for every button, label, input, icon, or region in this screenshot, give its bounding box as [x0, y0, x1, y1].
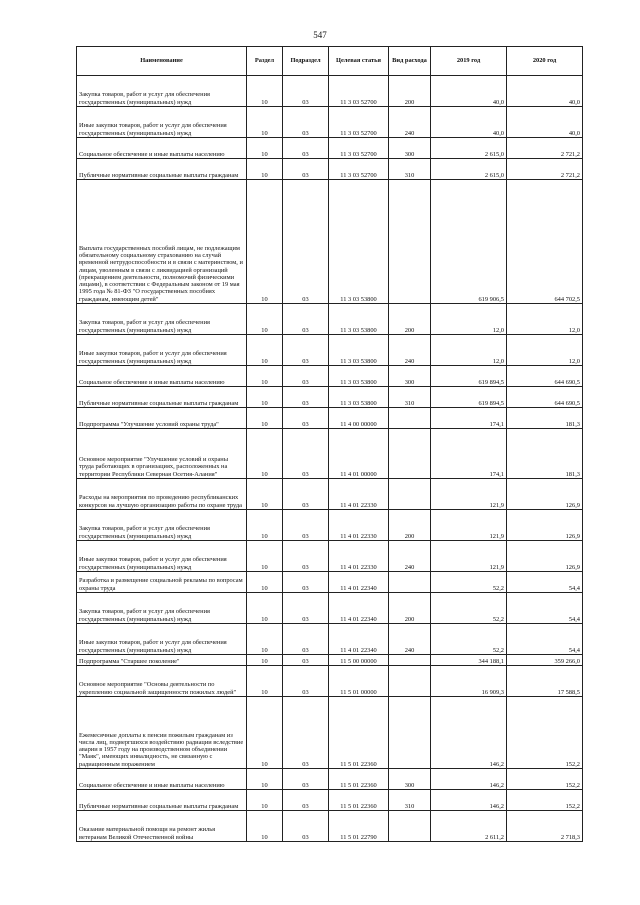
table-row: [77, 107, 583, 138]
cell-expense-type: 200: [389, 304, 431, 335]
cell-amount-2020: 181,3: [507, 408, 583, 429]
cell-name: [77, 572, 247, 593]
cell-subsection: 03: [283, 107, 329, 138]
cell-amount-2020: 2 721,2: [507, 138, 583, 159]
cell-amount-2019: 52,2: [431, 572, 507, 593]
cell-subsection: 03: [283, 572, 329, 593]
cell-subsection: 03: [283, 335, 329, 366]
cell-amount-2019: 146,2: [431, 769, 507, 790]
cell-target-article: 11 4 00 00000: [329, 408, 389, 429]
table-row: [77, 76, 583, 107]
table-row: [77, 366, 583, 387]
table-row: [77, 790, 583, 811]
cell-name: [77, 769, 247, 790]
cell-amount-2019: 2 615,0: [431, 138, 507, 159]
cell-section: 10: [247, 76, 283, 107]
cell-name: [77, 655, 247, 666]
cell-name: [77, 593, 247, 624]
cell-name-text: Закупка товаров, работ и услуг для обеспечения государственных (муниципальных) нужд: [79, 525, 210, 540]
table-row: [77, 624, 583, 655]
cell-name: [77, 510, 247, 541]
cell-section: 10: [247, 811, 283, 842]
cell-amount-2020: 17 588,5: [507, 666, 583, 697]
cell-amount-2020: 2 721,2: [507, 159, 583, 180]
cell-subsection: 03: [283, 429, 329, 479]
table-row: [77, 304, 583, 335]
cell-amount-2020: 359 266,0: [507, 655, 583, 666]
cell-name-text: Ежемесячные доплаты к пенсии пожилым гражданам из числа лиц, подвергшихся воздействию радиации вследствие аварии в 1957 году на производственном объединении "Маяк", имеющих инвалидность, не связанную с радиационным поражением: [79, 731, 244, 768]
cell-target-article: 11 3 03 53800: [329, 180, 389, 304]
cell-name: [77, 159, 247, 180]
cell-name-text: Иные закупки товаров, работ и услуг для обеспечения государственных (муниципальных) нужд: [79, 556, 227, 571]
cell-subsection: 03: [283, 593, 329, 624]
cell-amount-2019: 174,1: [431, 429, 507, 479]
cell-section: 10: [247, 510, 283, 541]
cell-section: 10: [247, 107, 283, 138]
cell-amount-2019: 2 611,2: [431, 811, 507, 842]
cell-section: 10: [247, 180, 283, 304]
cell-subsection: 03: [283, 624, 329, 655]
cell-expense-type: 240: [389, 335, 431, 366]
table-row: [77, 387, 583, 408]
cell-amount-2020: 40,0: [507, 107, 583, 138]
header-year-2019: 2019 год: [431, 47, 507, 76]
cell-expense-type: [389, 479, 431, 510]
cell-amount-2020: 54,4: [507, 572, 583, 593]
cell-target-article: 11 3 03 52700: [329, 76, 389, 107]
cell-target-article: 11 4 01 22330: [329, 479, 389, 510]
cell-target-article: 11 3 03 53800: [329, 366, 389, 387]
cell-name: [77, 366, 247, 387]
cell-target-article: 11 3 03 52700: [329, 138, 389, 159]
cell-target-article: 11 5 01 22790: [329, 811, 389, 842]
cell-subsection: 03: [283, 790, 329, 811]
cell-expense-type: 240: [389, 624, 431, 655]
cell-subsection: 03: [283, 366, 329, 387]
cell-amount-2019: 12,0: [431, 335, 507, 366]
table-row: [77, 572, 583, 593]
cell-name: [77, 429, 247, 479]
cell-amount-2019: 16 909,3: [431, 666, 507, 697]
cell-name: [77, 790, 247, 811]
cell-amount-2019: 344 188,1: [431, 655, 507, 666]
cell-amount-2019: 619 906,5: [431, 180, 507, 304]
cell-name-text: Публичные нормативные социальные выплаты гражданам: [79, 171, 239, 179]
cell-subsection: 03: [283, 304, 329, 335]
cell-section: 10: [247, 335, 283, 366]
cell-section: 10: [247, 572, 283, 593]
cell-expense-type: [389, 429, 431, 479]
cell-name: [77, 541, 247, 572]
table-body: [77, 76, 583, 842]
cell-section: 10: [247, 387, 283, 408]
cell-section: 10: [247, 366, 283, 387]
cell-section: 10: [247, 655, 283, 666]
cell-name-text: Подпрограмма "Старшее поколение": [79, 657, 180, 665]
table-row: [77, 138, 583, 159]
cell-amount-2020: 12,0: [507, 335, 583, 366]
table-row: [77, 666, 583, 697]
cell-subsection: 03: [283, 159, 329, 180]
cell-subsection: 03: [283, 180, 329, 304]
cell-name-text: Социальное обеспечение и иные выплаты населению: [79, 150, 225, 158]
cell-expense-type: 310: [389, 387, 431, 408]
cell-name: [77, 335, 247, 366]
cell-name: [77, 76, 247, 107]
cell-expense-type: [389, 572, 431, 593]
cell-name: [77, 107, 247, 138]
cell-amount-2020: 12,0: [507, 304, 583, 335]
cell-amount-2019: 40,0: [431, 76, 507, 107]
cell-expense-type: 300: [389, 138, 431, 159]
cell-amount-2020: 152,2: [507, 790, 583, 811]
header-section: Раздел: [247, 47, 283, 76]
cell-target-article: 11 5 00 00000: [329, 655, 389, 666]
cell-subsection: 03: [283, 697, 329, 769]
header-subsection: Подраздел: [283, 47, 329, 76]
cell-amount-2019: 619 894,5: [431, 366, 507, 387]
table-row: [77, 479, 583, 510]
cell-name-text: Социальное обеспечение и иные выплаты населению: [79, 781, 225, 789]
cell-target-article: 11 4 01 22340: [329, 593, 389, 624]
cell-name: [77, 624, 247, 655]
cell-target-article: 11 5 01 22360: [329, 790, 389, 811]
cell-amount-2020: 126,9: [507, 541, 583, 572]
cell-name-text: Закупка товаров, работ и услуг для обеспечения государственных (муниципальных) нужд: [79, 608, 210, 623]
cell-target-article: 11 3 03 53800: [329, 335, 389, 366]
cell-target-article: 11 4 01 22330: [329, 541, 389, 572]
cell-target-article: 11 5 01 22360: [329, 769, 389, 790]
cell-name-text: Закупка товаров, работ и услуг для обеспечения государственных (муниципальных) нужд: [79, 319, 210, 334]
table-header-row: [77, 47, 583, 76]
cell-name: [77, 479, 247, 510]
table-row: [77, 811, 583, 842]
cell-name-text: Публичные нормативные социальные выплаты гражданам: [79, 802, 239, 810]
cell-amount-2019: 146,2: [431, 790, 507, 811]
cell-name-text: Оказание материальной помощи на ремонт жилья ветеранам Великой Отечественной войны: [79, 826, 216, 841]
cell-expense-type: 300: [389, 769, 431, 790]
cell-expense-type: 310: [389, 790, 431, 811]
cell-amount-2019: 2 615,0: [431, 159, 507, 180]
cell-name-text: Основное мероприятие "Основы деятельности по укреплению социальной защищенности пожилых людей": [79, 681, 237, 696]
budget-table: [76, 46, 583, 842]
cell-section: 10: [247, 541, 283, 572]
table-row: [77, 541, 583, 572]
cell-amount-2019: 174,1: [431, 408, 507, 429]
cell-amount-2019: 121,9: [431, 479, 507, 510]
cell-target-article: 11 5 01 00000: [329, 666, 389, 697]
cell-amount-2020: 126,9: [507, 510, 583, 541]
cell-expense-type: 240: [389, 107, 431, 138]
cell-expense-type: 300: [389, 366, 431, 387]
cell-amount-2019: 12,0: [431, 304, 507, 335]
cell-subsection: 03: [283, 138, 329, 159]
cell-expense-type: 200: [389, 510, 431, 541]
cell-amount-2019: 121,9: [431, 541, 507, 572]
cell-subsection: 03: [283, 408, 329, 429]
cell-section: 10: [247, 666, 283, 697]
cell-name: [77, 304, 247, 335]
cell-name-text: Публичные нормативные социальные выплаты гражданам: [79, 399, 239, 407]
cell-subsection: 03: [283, 76, 329, 107]
cell-expense-type: [389, 811, 431, 842]
cell-section: 10: [247, 593, 283, 624]
cell-subsection: 03: [283, 479, 329, 510]
cell-name: [77, 811, 247, 842]
cell-subsection: 03: [283, 541, 329, 572]
header-expense-type: Вид расхода: [389, 47, 431, 76]
cell-expense-type: [389, 180, 431, 304]
table-row: [77, 159, 583, 180]
cell-expense-type: 240: [389, 541, 431, 572]
cell-amount-2019: 52,2: [431, 624, 507, 655]
cell-amount-2019: 146,2: [431, 697, 507, 769]
cell-section: 10: [247, 624, 283, 655]
cell-target-article: 11 3 03 52700: [329, 159, 389, 180]
cell-name-text: Иные закупки товаров, работ и услуг для обеспечения государственных (муниципальных) нужд: [79, 122, 227, 137]
cell-amount-2020: 152,2: [507, 769, 583, 790]
cell-section: 10: [247, 769, 283, 790]
cell-expense-type: [389, 666, 431, 697]
cell-subsection: 03: [283, 510, 329, 541]
cell-name-text: Выплата государственных пособий лицам, не подлежащим обязательному социальному страхованию на случай временной нетрудоспособности и в связи с материнством, и лицам, уволенным в связи с ликвидацией организаций (прекращением деятельности, полномочий физическими лицами), в соответствии с Федеральным законом от 19 мая 1995 года № 81-ФЗ "О государственных пособиях гражданам, имеющим детей": [79, 244, 243, 303]
cell-name: [77, 138, 247, 159]
cell-section: 10: [247, 159, 283, 180]
cell-amount-2019: 40,0: [431, 107, 507, 138]
header-year-2020: 2020 год: [507, 47, 583, 76]
cell-name-text: Закупка товаров, работ и услуг для обеспечения государственных (муниципальных) нужд: [79, 91, 210, 106]
cell-target-article: 11 4 01 00000: [329, 429, 389, 479]
table-row: [77, 510, 583, 541]
table-row: [77, 769, 583, 790]
cell-subsection: 03: [283, 666, 329, 697]
cell-name: [77, 408, 247, 429]
cell-target-article: 11 4 01 22330: [329, 510, 389, 541]
cell-amount-2020: 644 690,5: [507, 366, 583, 387]
cell-expense-type: [389, 697, 431, 769]
cell-section: 10: [247, 697, 283, 769]
table-row: [77, 408, 583, 429]
cell-amount-2020: 40,0: [507, 76, 583, 107]
cell-name-text: Расходы на мероприятия по проведению республиканских конкурсов на лучшую организацию работы по охране труда: [79, 494, 242, 509]
table-row: [77, 593, 583, 624]
cell-section: 10: [247, 479, 283, 510]
table-row: [77, 180, 583, 304]
cell-amount-2020: 2 718,3: [507, 811, 583, 842]
cell-section: 10: [247, 408, 283, 429]
header-name: Наименование: [77, 47, 247, 76]
cell-name: [77, 387, 247, 408]
cell-amount-2020: 54,4: [507, 593, 583, 624]
cell-amount-2019: 619 894,5: [431, 387, 507, 408]
cell-amount-2020: 126,9: [507, 479, 583, 510]
cell-amount-2020: 181,3: [507, 429, 583, 479]
cell-target-article: 11 3 03 53800: [329, 304, 389, 335]
cell-section: 10: [247, 429, 283, 479]
cell-amount-2019: 121,9: [431, 510, 507, 541]
cell-name: [77, 697, 247, 769]
cell-target-article: 11 3 03 53800: [329, 387, 389, 408]
header-target-article: Целевая статья: [329, 47, 389, 76]
cell-subsection: 03: [283, 811, 329, 842]
cell-name: [77, 180, 247, 304]
cell-name-text: Основное мероприятие "Улучшение условий и охраны труда работающих в организациях, расположенных на территории Республики Северная Осетия-Алания": [79, 456, 229, 478]
cell-target-article: 11 4 01 22340: [329, 624, 389, 655]
cell-amount-2020: 54,4: [507, 624, 583, 655]
cell-name-text: Подпрограмма "Улучшение условий охраны труда": [79, 420, 219, 428]
cell-expense-type: 200: [389, 76, 431, 107]
cell-section: 10: [247, 790, 283, 811]
table-row: [77, 655, 583, 666]
cell-target-article: 11 5 01 22360: [329, 697, 389, 769]
table-row: [77, 335, 583, 366]
cell-subsection: 03: [283, 769, 329, 790]
cell-name-text: Разработка и размещение социальной рекламы по вопросам охраны труда: [79, 577, 243, 592]
cell-target-article: 11 4 01 22340: [329, 572, 389, 593]
cell-subsection: 03: [283, 387, 329, 408]
cell-subsection: 03: [283, 655, 329, 666]
cell-amount-2020: 644 702,5: [507, 180, 583, 304]
cell-section: 10: [247, 138, 283, 159]
cell-name: [77, 666, 247, 697]
cell-name-text: Иные закупки товаров, работ и услуг для обеспечения государственных (муниципальных) нужд: [79, 639, 227, 654]
cell-expense-type: 200: [389, 593, 431, 624]
page-number: 547: [313, 30, 327, 40]
cell-expense-type: [389, 655, 431, 666]
table-row: [77, 697, 583, 769]
cell-amount-2019: 52,2: [431, 593, 507, 624]
cell-section: 10: [247, 304, 283, 335]
cell-name-text: Социальное обеспечение и иные выплаты населению: [79, 378, 225, 386]
cell-amount-2020: 152,2: [507, 697, 583, 769]
cell-amount-2020: 644 690,5: [507, 387, 583, 408]
cell-name-text: Иные закупки товаров, работ и услуг для обеспечения государственных (муниципальных) нужд: [79, 350, 227, 365]
cell-target-article: 11 3 03 52700: [329, 107, 389, 138]
cell-expense-type: [389, 408, 431, 429]
table-row: [77, 429, 583, 479]
cell-expense-type: 310: [389, 159, 431, 180]
